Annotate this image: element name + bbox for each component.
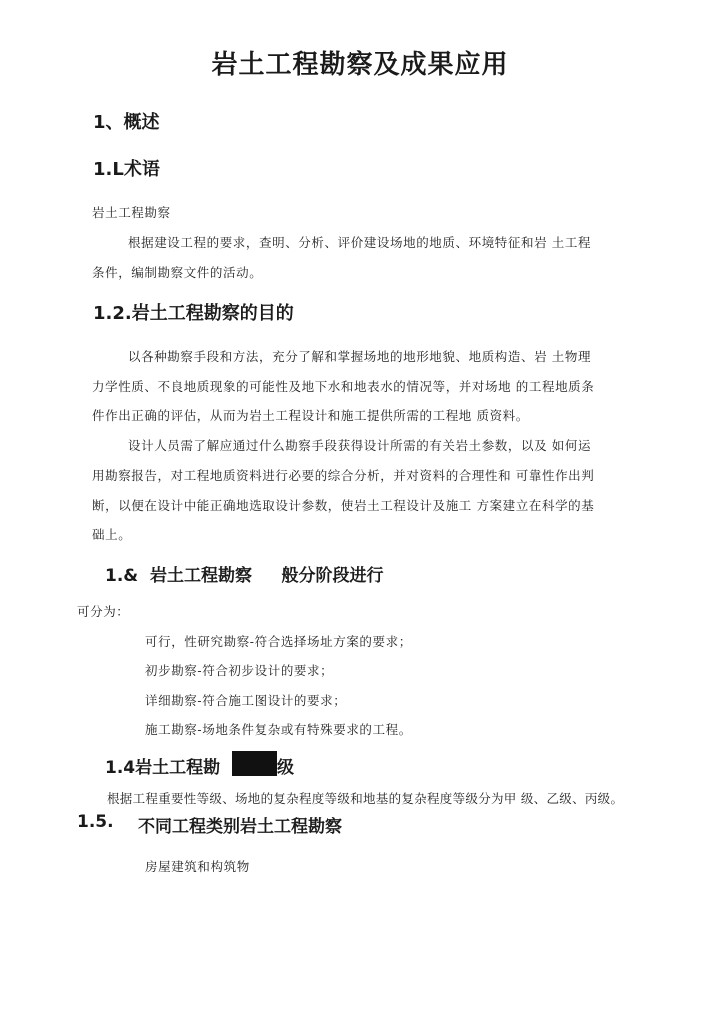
definition-line-1: 根据建设工程的要求，查明、分析、评价建设场地的地质、环境特征和岩 土工程 (128, 235, 592, 250)
stage-item-3: 详细勘察-符合施工图设计的要求； (145, 693, 347, 708)
section-1-heading: 1、概述 (93, 112, 160, 133)
document-title: 岩土工程勘察及成果应用 (211, 50, 509, 80)
stage-item-1: 可行，性研究勘察-符合选择场址方案的要求； (145, 634, 412, 649)
definition-line-2: 条件，编制勘察文件的活动。 (92, 265, 263, 280)
section-1-5-heading: 不同工程类别岩土工程勘察 (138, 817, 342, 837)
purpose-paragraph-2-line-4: 础上。 (92, 527, 132, 542)
purpose-paragraph-2-line-2: 用勘察报告，对工程地质资料进行必要的综合分析，并对资料的合理性和 可靠性作出判 (92, 468, 595, 483)
redaction-block (232, 751, 277, 776)
building-category: 房屋建筑和构筑物 (145, 859, 250, 874)
section-1-4-heading-right: 级 (277, 758, 294, 778)
stage-item-2: 初步勘察-符合初步设计的要求； (145, 663, 334, 678)
section-1-4-heading-left: 1.4岩土工程勘 (105, 758, 221, 778)
section-1-5-number: 1.5. (77, 812, 114, 832)
purpose-paragraph-1-line-3: 件作出正确的评估，从而为岩土工程设计和施工提供所需的工程地 质资料。 (92, 408, 529, 423)
term-label: 岩土工程勘察 (92, 205, 171, 220)
purpose-paragraph-2-line-1: 设计人员需了解应通过什么勘察手段获得设计所需的有关岩土参数，以及 如何运 (128, 438, 592, 453)
purpose-paragraph-1-line-1: 以各种勘察手段和方法，充分了解和掌握场地的地形地貌、地质构造、岩 土物理 (128, 349, 592, 364)
section-1-2-heading: 1.2.岩土工程勘察的目的 (93, 303, 294, 324)
section-1-1-heading: 1.L术语 (93, 159, 160, 180)
section-1-3-heading: 1.& 岩土工程勘察 般分阶段进行 (105, 566, 384, 586)
grade-description: 根据工程重要性等级、场地的复杂程度等级和地基的复杂程度等级分为甲 级、乙级、丙级。 (107, 791, 624, 806)
stage-item-4: 施工勘察-场地条件复杂或有特殊要求的工程。 (145, 722, 412, 737)
purpose-paragraph-1-line-2: 力学性质、不良地质现象的可能性及地下水和地表水的情况等，并对场地 的工程地质条 (92, 379, 595, 394)
stages-intro: 可分为： (77, 604, 130, 619)
purpose-paragraph-2-line-3: 断，以便在设计中能正确地选取设计参数，使岩土工程设计及施工 方案建立在科学的基 (92, 498, 595, 513)
